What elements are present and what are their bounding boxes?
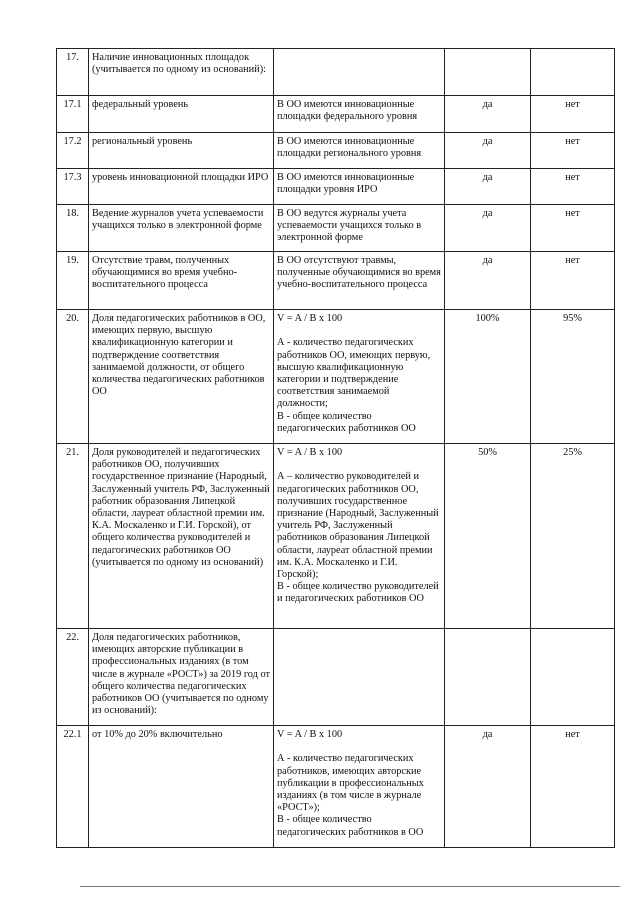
row-number: 17.1 — [57, 96, 89, 133]
criterion-name: уровень инновационной площадки ИРО — [89, 169, 274, 205]
table-row — [57, 205, 615, 252]
calculation-method: В ОО имеются инновационные площадки федерального уровня — [274, 96, 445, 133]
calculation-method: В ОО отсутствуют травмы, полученные обучающимися во время учебно-воспитательного процесса — [274, 252, 445, 310]
criterion-name: Доля педагогических работников, имеющих авторские публикации в профессиональных изданиях (в том числе в журнале «РОСТ») за 2019 год от общего количества педагогических работников ОО (учитывается по одному из оснований): — [89, 629, 274, 726]
value-b: нет — [531, 133, 615, 169]
calculation-method — [274, 629, 445, 726]
value-a: 50% — [445, 444, 531, 629]
criterion-name: Наличие инновационных площадок (учитывается по одному из оснований): — [89, 49, 274, 96]
value-b: нет — [531, 252, 615, 310]
value-a: да — [445, 252, 531, 310]
value-a: да — [445, 726, 531, 848]
calculation-method: В ОО ведутся журналы учета успеваемости учащихся только в электронной форме — [274, 205, 445, 252]
row-number: 17. — [57, 49, 89, 96]
value-b — [531, 629, 615, 726]
criterion-name: от 10% до 20% включительно — [89, 726, 274, 848]
value-b — [531, 49, 615, 96]
criterion-name: Доля руководителей и педагогических работников ОО, получивших государственное признание (Народный, Заслуженный учитель РФ, Заслуженный работник образования Липецкой области, лауреат областной премии им. К.А. Москаленко и Г.И. Горской), от общего количества руководителей и педагогических работников ОО (учитывается по одному из оснований) — [89, 444, 274, 629]
value-a — [445, 49, 531, 96]
row-number: 17.3 — [57, 169, 89, 205]
value-b: нет — [531, 169, 615, 205]
row-number: 17.2 — [57, 133, 89, 169]
row-number: 20. — [57, 310, 89, 444]
table-row — [57, 444, 615, 629]
row-number: 22.1 — [57, 726, 89, 848]
table-row — [57, 310, 615, 444]
value-a: 100% — [445, 310, 531, 444]
table-row — [57, 49, 615, 96]
calculation-method: V = A / B x 100 А – количество руководителей и педагогических работников ОО, получивших государственное признание (Народный, Заслуженный учитель РФ, Заслуженный работников образования Липецкой области, лауреат областной премии им. К.А. Москаленко и Г.И. Горской); В - общее количество руководителей и педагогических работников ОО — [274, 444, 445, 629]
value-a — [445, 629, 531, 726]
calculation-method: V = A / B x 100 А - количество педагогических работников, имеющих авторские публикации в профессиональных изданиях (в том числе в журнале «РОСТ»); В - общее количество педагогических работников в ОО — [274, 726, 445, 848]
calculation-method: V = A / B x 100 А - количество педагогических работников ОО, имеющих первую, высшую квалификационную категории и подтверждение соответствия занимаемой должности; В - общее количество педагогических работников ОО — [274, 310, 445, 444]
calculation-method — [274, 49, 445, 96]
criterion-name: Доля педагогических работников в ОО, имеющих первую, высшую квалификационную категории и подтверждение соответствия занимаемой должности, от общего количества педагогических работников ОО — [89, 310, 274, 444]
page-bottom-rule — [80, 886, 620, 887]
value-b: 25% — [531, 444, 615, 629]
criterion-name: Ведение журналов учета успеваемости учащихся только в электронной форме — [89, 205, 274, 252]
value-b: нет — [531, 205, 615, 252]
table-row — [57, 726, 615, 848]
table-row — [57, 133, 615, 169]
row-number: 18. — [57, 205, 89, 252]
calculation-method: В ОО имеются инновационные площадки регионального уровня — [274, 133, 445, 169]
value-a: да — [445, 96, 531, 133]
criterion-name: федеральный уровень — [89, 96, 274, 133]
row-number: 19. — [57, 252, 89, 310]
criterion-name: Отсутствие травм, полученных обучающимися во время учебно-воспитательного процесса — [89, 252, 274, 310]
table-row — [57, 629, 615, 726]
value-b: нет — [531, 726, 615, 848]
value-b: нет — [531, 96, 615, 133]
criteria-table — [56, 48, 615, 848]
criterion-name: региональный уровень — [89, 133, 274, 169]
row-number: 22. — [57, 629, 89, 726]
value-a: да — [445, 133, 531, 169]
row-number: 21. — [57, 444, 89, 629]
criteria-table-body — [57, 49, 615, 848]
table-row — [57, 252, 615, 310]
value-a: да — [445, 205, 531, 252]
calculation-method: В ОО имеются инновационные площадки уровня ИРО — [274, 169, 445, 205]
value-b: 95% — [531, 310, 615, 444]
value-a: да — [445, 169, 531, 205]
table-row — [57, 169, 615, 205]
table-row — [57, 96, 615, 133]
